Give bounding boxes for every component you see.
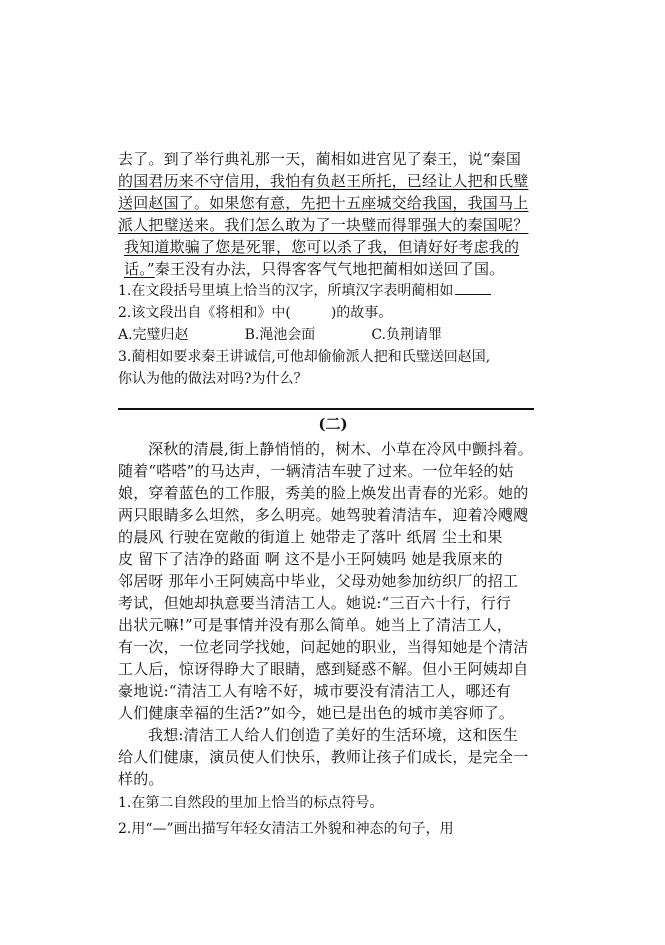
passage-fragment: 秦王没有办法，只得客客气气地把蔺相如送回了国。 bbox=[154, 260, 505, 278]
question-3-line-1: 3.蔺相如要求秦王讲诚信,可他却偷偷派人把和氏璧送回赵国, bbox=[118, 349, 491, 365]
paragraph-line: 深秋的清晨,街上静悄悄的，树木、小草在冷风中颤抖着。 bbox=[148, 440, 533, 458]
paragraph-line: 考试，但她却执意要当清洁工人。她说:“三百六十行，行行 bbox=[118, 594, 512, 612]
passage-section-1 bbox=[118, 148, 548, 410]
question-2 bbox=[118, 302, 548, 324]
question-2-text-start: 2.该文段出自《将相和》中( bbox=[118, 305, 291, 321]
question-3-line-2: 你认为他的做法对吗?为什么？ bbox=[118, 371, 308, 387]
passage-section-2 bbox=[118, 412, 548, 842]
paragraph-line: 皮 留下了洁净的路面 啊 这不是小王阿姨吗 她是我原来的 bbox=[118, 550, 503, 568]
passage-line bbox=[118, 258, 548, 280]
paragraph-1 bbox=[118, 438, 548, 724]
option-c[interactable]: C.负荆请罪 bbox=[371, 327, 442, 343]
paragraph-line: 有一次，一位老同学找她，问起她的职业，当得知她是个清洁 bbox=[118, 638, 529, 656]
section-heading: (二) bbox=[318, 415, 348, 433]
question-1-text: 1.在文段括号里填上恰当的汉字，所填汉字表明蔺相如 bbox=[118, 283, 454, 299]
underlined-passage-line: 我知道欺骗了您是死罪，您可以杀了我，但请好好考虑我的 bbox=[124, 238, 520, 256]
paragraph-line: 给人们健康，演员使人们快乐，教师让孩子们成长，是完全一 bbox=[118, 748, 529, 766]
question-2-options bbox=[118, 324, 548, 346]
paragraph-2 bbox=[118, 724, 548, 790]
section-2-question-1: 1.在第二自然段的里加上恰当的标点符号。 bbox=[118, 795, 384, 811]
paragraph-line: 的晨风 行驶在宽敞的街道上 她带走了落叶 纸屑 尘土和果 bbox=[118, 528, 503, 546]
document-page bbox=[118, 148, 548, 842]
question-2-text-end: )的故事。 bbox=[330, 305, 393, 321]
answer-blank[interactable] bbox=[455, 280, 491, 295]
option-a[interactable]: A.完璧归赵 bbox=[118, 327, 189, 343]
paragraph-line: 样的。 bbox=[118, 770, 164, 788]
paragraph-line: 豪地说:“清洁工人有啥不好，城市要没有清洁工人，哪还有 bbox=[118, 682, 512, 700]
passage-line: 去了。到了举行典礼那一天，蔺相如进宫见了秦王，说“秦国 bbox=[118, 150, 522, 168]
answer-line bbox=[118, 408, 534, 410]
paragraph-line: 人们健康幸福的生活?”如今，她已是出色的城市美容师了。 bbox=[118, 704, 515, 722]
paragraph-line: 两只眼睛多么坦然，多么明亮。她驾驶着清洁车，迎着冷飕飕 bbox=[118, 506, 529, 524]
underlined-passage-line: 派人把璧送来。我们怎么敢为了一块璧而得罪强大的秦国呢？ bbox=[118, 216, 529, 234]
paragraph-line: 随着“嗒嗒”的马达声，一辆清洁车驶了过来。一位年轻的姑 bbox=[118, 462, 514, 480]
paragraph-line: 娘，穿着蓝色的工作服，秀美的脸上焕发出青春的光彩。她的 bbox=[118, 484, 529, 502]
underlined-passage-line: 送回赵国了。如果您有意，先把十五座城交给我国，我国马上 bbox=[118, 194, 529, 212]
paragraph-line: 邻居呀 那年小王阿姨高中毕业，父母劝她参加纺织厂的招工 bbox=[118, 572, 519, 590]
underlined-passage-line: 的国君历来不守信用，我怕有负赵王所托，已经让人把和氏璧 bbox=[118, 172, 529, 190]
paragraph-line: 出状元嘛!”可是事情并没有那么简单。她当上了清洁工人， bbox=[118, 616, 513, 634]
option-b[interactable]: B.渑池会面 bbox=[244, 327, 316, 343]
section-2-question-2: 2.用“—”画出描写年轻女清洁工外貌和神态的句子，用 bbox=[118, 821, 454, 837]
underlined-fragment: 话。” bbox=[124, 260, 155, 278]
paragraph-line: 工人后，惊讶得睁大了眼睛，感到疑惑不解。但小王阿姨却自 bbox=[118, 660, 529, 678]
question-1 bbox=[118, 280, 548, 302]
paragraph-line: 我想:清洁工人给人们创造了美好的生活环境，这和医生 bbox=[148, 726, 519, 744]
